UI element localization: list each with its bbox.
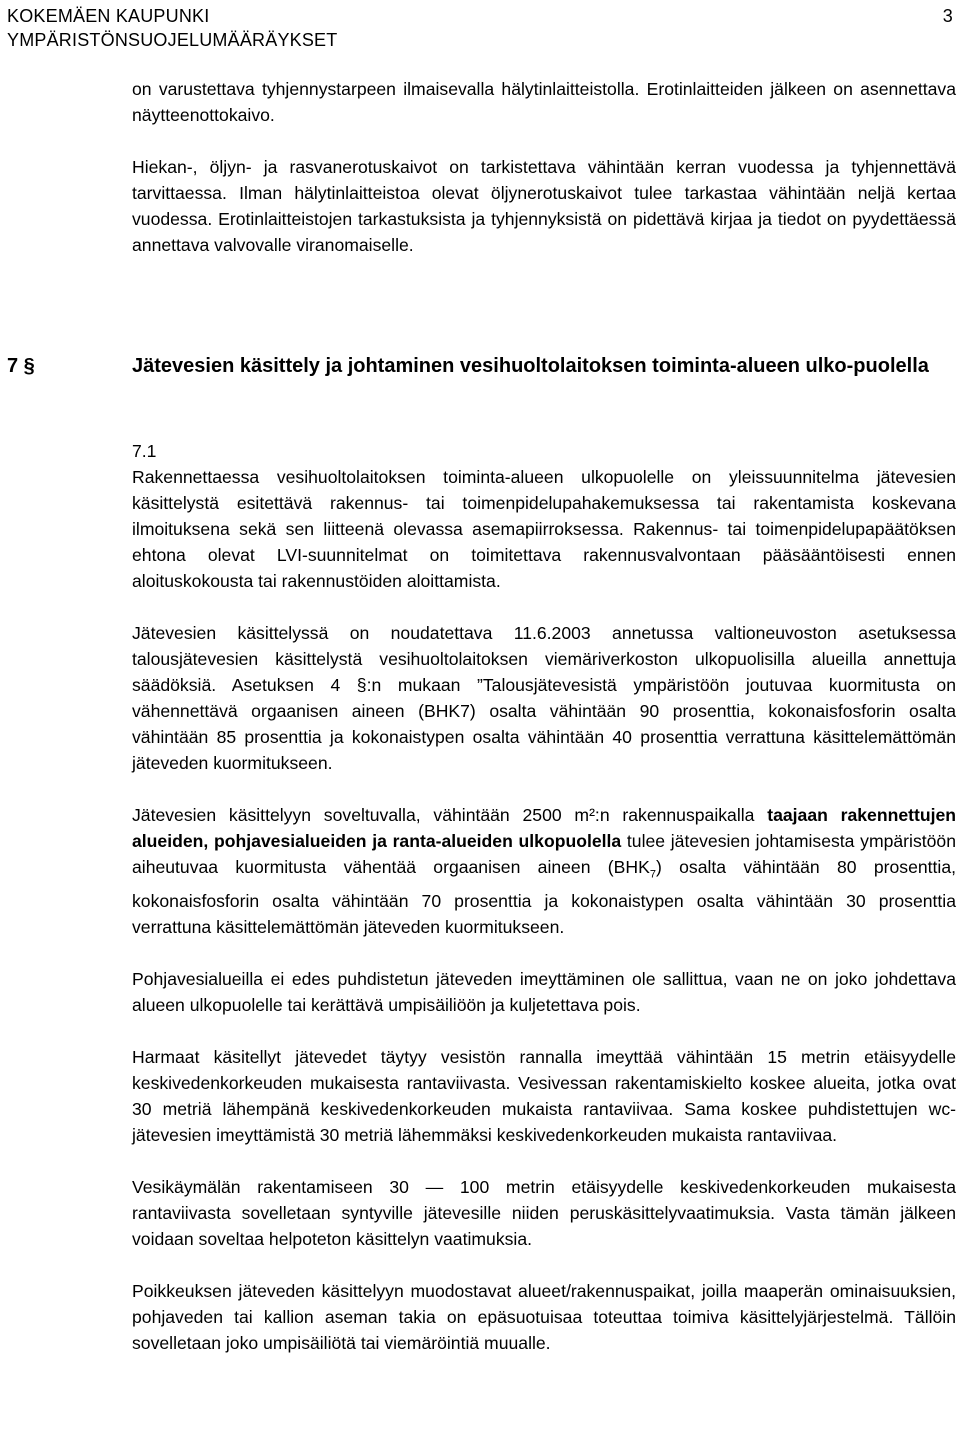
- page-number: 3: [942, 6, 953, 26]
- header-document-title: YMPÄRISTÖNSUOJELUMÄÄRÄYKSET: [7, 30, 338, 50]
- section-paragraph-3: [132, 802, 956, 940]
- section-paragraph-5: Harmaat käsitellyt jätevedet täytyy vesistön rannalla imeyttää vähintään 15 metrin etäisyydelle keskivedenkorkeuden mukaisesta rantaviivasta. Vesivessan rakentamiskielto koskee alueita, jotka ovat 30 metriä lähempänä keskivedenkorkeuden mukaista rantaviivaa. Sama koskee puhdistettujen wc-jätevesien imeyttämistä 30 metriä lähemmäksi keskivedenkorkeuden mukaista rantaviivaa.: [132, 1046, 956, 1145]
- section-title: Jätevesien käsittely ja johtaminen vesihuoltolaitoksen toiminta-alueen ulko-puolella: [132, 355, 929, 377]
- page-header: [7, 4, 953, 52]
- intro-paragraph-2: Hiekan-, öljyn- ja rasvanerotuskaivot on tarkistettava vähintään kerran vuodessa ja tyhjennettävä tarvittaessa. Ilman hälytinlaitteistoa olevat öljynerotuskaivot tulee tarkastaa vähintään neljä kertaa vuodessa. Erotinlaitteistojen tarkastuksista ja tyhjennyksistä on pidettävä kirjaa ja tiedot on pyydettäessä annettava valvovalle viranomaiselle.: [132, 157, 956, 255]
- header-municipality: KOKEMÄEN KAUPUNKI: [7, 6, 210, 26]
- paragraph-3-subscript: 7: [649, 868, 656, 881]
- section-heading: [7, 353, 953, 379]
- paragraph-3-text-b: tulee jätevesien johtamisesta ympäristöön aiheutuvaa kuormitusta vähentää orgaanisen aineen (BHK: [132, 831, 956, 877]
- section-paragraph-1: Rakennettaessa vesihuoltolaitoksen toiminta-alueen ulkopuolelle on yleissuunnitelma jätevesien käsittelystä esitettävä rakennus- tai toimenpidelupahakemuksessa tai rakentamista koskevana ilmoituksena sekä sen liitteenä olevassa asemapiirroksessa. Rakennus- tai toimenpidelupapäätöksen ehtona olevat LVI-suunnitelmat on toimitettava rakennusvalvontaan pääsääntöisesti ennen aloituskokousta tai rakennustöiden aloittamista.: [132, 467, 956, 591]
- section-paragraph-4: Pohjavesialueilla ei edes puhdistetun jäteveden imeyttäminen ole sallittua, vaan ne on joko johdettava alueen ulkopuolelle tai kerättävä umpisäiliöön ja kuljetettava pois.: [132, 968, 956, 1015]
- paragraph-3-text-a: Jätevesien käsittelyyn soveltuvalla, vähintään 2500 m²:n rakennuspaikalla: [132, 805, 768, 825]
- paragraph-3-text-c: ) osalta vähintään 80 prosenttia, kokonaisfosforin osalta vähintään 70 prosenttia ja kokonaistypen osalta vähintään 30 prosenttia verrattuna käsittelemättömän jäteveden kuormitukseen.: [132, 857, 956, 937]
- section-paragraph-6: Vesikäymälän rakentamiseen 30 — 100 metrin etäisyydelle keskivedenkorkeuden mukaisesta rantaviivasta sovelletaan syntyville jätevesille niiden peruskäsittelyvaatimuksia. Vasta tämän jälkeen voidaan soveltaa helpoteton käsittelyn vaatimuksia.: [132, 1176, 956, 1249]
- subsection-number: 7.1: [132, 441, 157, 461]
- section-body: [132, 438, 956, 1356]
- section-number: 7 §: [7, 355, 35, 377]
- section-paragraph-7: Poikkeuksen jäteveden käsittelyyn muodostavat alueet/rakennuspaikat, joilla maaperän ominaisuuksien, pohjaveden tai kallion aseman takia on epäsuotuisaa toteuttaa toimiva käsittelyjärjestelmä. Tällöin sovelletaan joko umpisäiliötä tai viemäröintiä muualle.: [132, 1280, 956, 1353]
- paragraph-3-bold-text: taajaan rakennettujen alueiden, pohjavesialueiden ja ranta-alueiden ulkopuolella: [132, 805, 956, 851]
- intro-paragraph-1: on varustettava tyhjennystarpeen ilmaisevalla hälytinlaitteistolla. Erotinlaitteiden jälkeen on asennettava näytteenottokaivo.: [132, 79, 956, 125]
- intro-block: [132, 76, 956, 258]
- section-paragraph-2: Jätevesien käsittelyssä on noudatettava 11.6.2003 annetussa valtioneuvoston asetuksessa talousjätevesien käsittelystä vesihuoltolaitoksen viemäriverkoston ulkopuolisilla alueilla annettuja säädöksiä. Asetuksen 4 §:n mukaan ”Talousjätevesistä ympäristöön joutuvaa kuormitusta on vähennettävä orgaanisen aineen (BHK7) osalta vähintään 90 prosenttia, kokonaisfosforin osalta vähintään 85 prosenttia ja kokonaistypen osalta vähintään 40 prosenttia verrattuna käsittelemättömän jäteveden kuormitukseen.: [132, 623, 956, 773]
